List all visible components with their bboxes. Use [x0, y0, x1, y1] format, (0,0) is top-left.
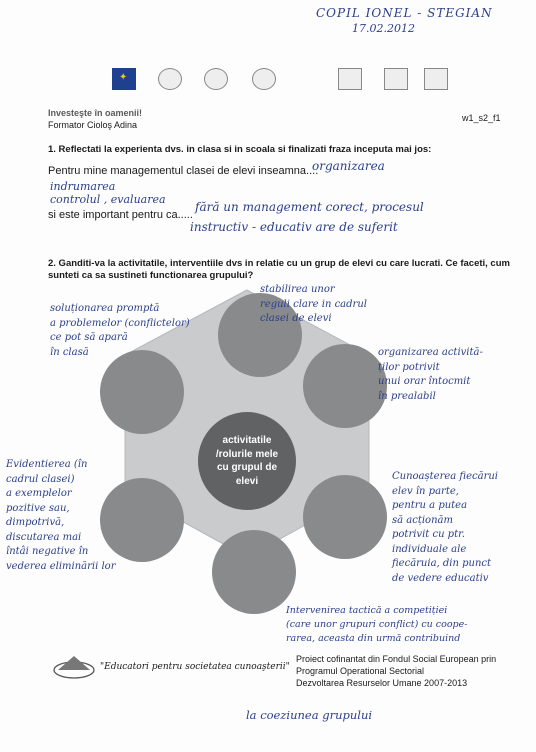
note-bottom-end: la coeziunea grupului: [246, 708, 373, 722]
note-top: stabilirea unor reguli clare in cadrul clasei de elevi: [260, 284, 367, 324]
note-left-bottom: Evidentierea (în cadrul clasei) a exemplelor pozitive sau, dimpotrivă, discutarea mai întâi negative în vederea eliminării lor: [6, 459, 116, 572]
q1-answer-4: fără un management corect, procesul: [195, 200, 424, 214]
educatori-logo-icon: [52, 652, 96, 680]
question-2-line-2: sunteti ca sa sustineti functionarea grupului?: [48, 270, 254, 281]
note-top-left: soluționarea promptă a problemelor (conflictelor) ce pot să apară în clasă: [50, 303, 190, 358]
diagram-circle-bottom: [212, 530, 296, 614]
doc-code: w1_s2_f1: [462, 113, 501, 123]
footer-project-line-2: Programul Operational Sectorial: [296, 666, 425, 676]
center-line-1: activitatile: [222, 435, 272, 446]
center-line-4: elevi: [235, 475, 259, 487]
investeste-slogan: Investeşte în oamenii!: [48, 108, 143, 118]
formator-name: Formator Cioloş Adina: [48, 120, 138, 130]
author-name: COPIL IONEL - STEGIAN: [316, 6, 493, 20]
q1-sentence-end: si este important pentru ca.....: [48, 209, 193, 221]
question-2-line-1: 2. Ganditi-va la activitatile, interventiile dvs in relatie cu un grup de elevi cu care lucrati. Ce faceti, cum: [48, 258, 510, 269]
q1-sentence-start: Pentru mine managementul clasei de elevi inseamna....: [48, 165, 319, 177]
note-right-bottom: Cunoașterea fiecărui elev în parte, pentru a putea să acționăm potrivit cu ptr. individuale ale fiecăruia, din punct de vedere educativ: [392, 471, 498, 584]
q1-answer-1: organizarea: [312, 159, 385, 173]
diagram-circle-bottom-right: [303, 475, 387, 559]
q1-answer-2: indrumarea: [50, 180, 116, 193]
center-line-3: cu grupul de: [217, 462, 277, 473]
footer-project-line-1: Proiect cofinantat din Fondul Social European prin: [296, 654, 497, 664]
diagram-circle-top-left: [100, 350, 184, 434]
diagram-circle-top-right: [303, 344, 387, 428]
center-line-2: /rolurile mele: [215, 448, 279, 460]
q1-answer-3: controlul , evaluarea: [50, 193, 166, 206]
date: 17.02.2012: [352, 22, 415, 35]
footer-motto: "Educatori pentru societatea cunoaşterii": [100, 662, 290, 672]
footer-project-line-3: Dezvoltarea Resurselor Umane 2007-2013: [296, 678, 468, 688]
note-right-top: organizarea activită- ților potrivit unui orar întocmit în prealabil: [378, 347, 483, 402]
note-bottom: Intervenirea tactică a competiției (care unor grupuri conflict) cu coope- rarea, aceasta din urmă contribuind: [286, 605, 468, 644]
diagram-center: [198, 412, 296, 510]
q1-answer-5: instructiv - educativ are de suferit: [190, 220, 398, 234]
question-1: 1. Reflectati la experienta dvs. in clasa si in scoala si finalizati fraza inceputa mai jos:: [48, 144, 432, 155]
